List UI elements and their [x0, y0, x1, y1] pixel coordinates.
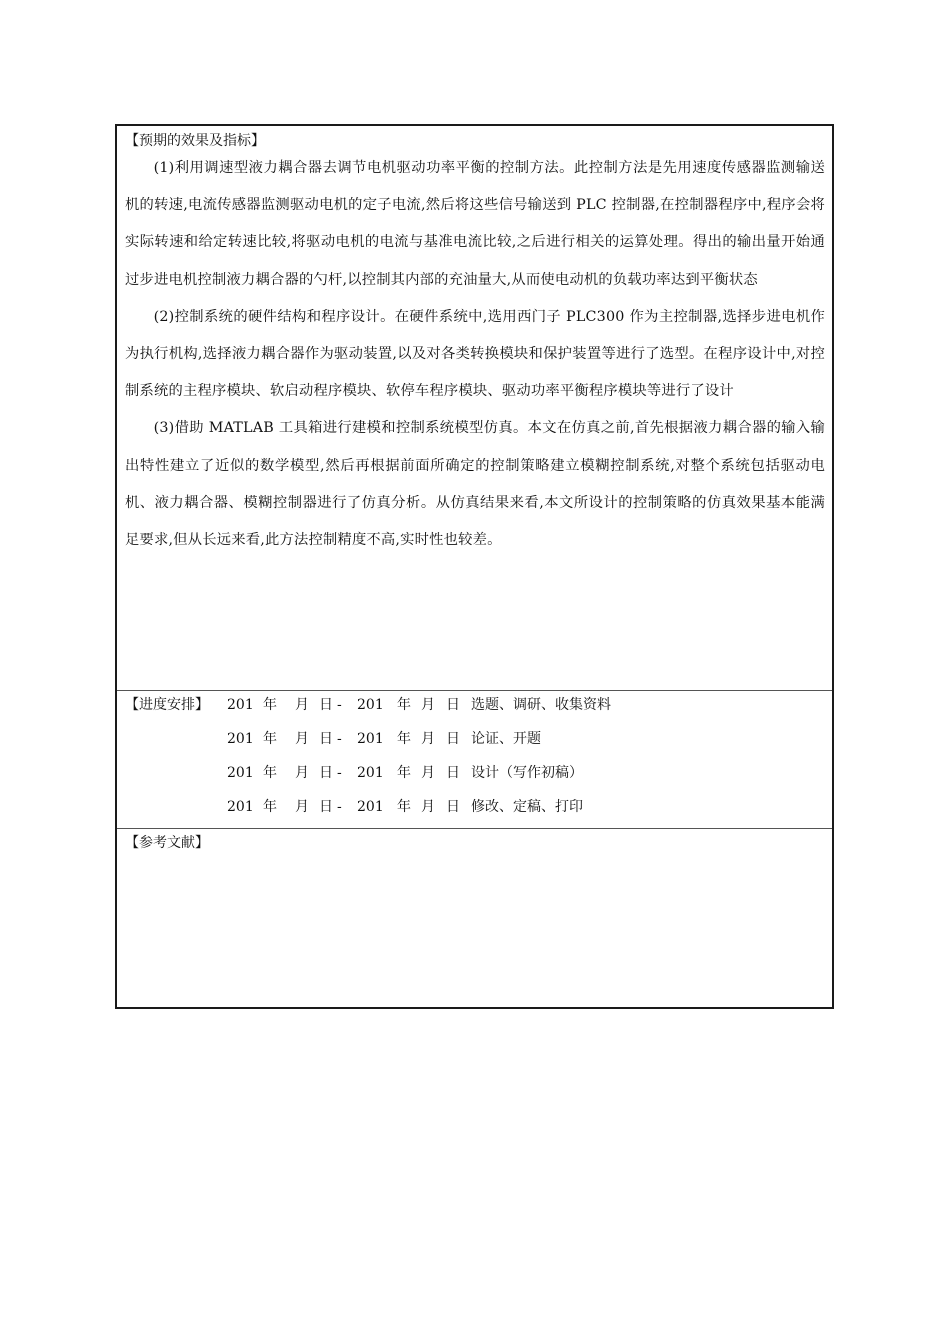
effects-paragraph-1: (1)利用调速型液力耦合器去调节电机驱动功率平衡的控制方法。此控制方法是先用速度传感器监测输送机的转速,电流传感器监测驱动电机的定子电流,然后将这些信号输送到 PLC 控制器,在控制器程序中,程序会将实际转速和给定转速比较,将驱动电机的电流与基准电流比较,之后进行相关的运算处理。得出的输出量开始通过步进电机控制液力耦合器的勺杆,以控制其内部的充油量大,从而使电动机的负载功率达到平衡状态	[125, 160, 825, 288]
schedule-row	[225, 730, 785, 750]
end-year-unit: 年	[397, 799, 411, 815]
start-year-unit: 年	[263, 765, 277, 781]
end-year-unit: 年	[397, 731, 411, 747]
start-month-unit: 月	[295, 697, 309, 713]
end-day-unit: 日	[446, 731, 460, 747]
start-day-unit: 日	[319, 799, 333, 815]
range-dash: -	[337, 697, 342, 713]
range-dash: -	[337, 799, 342, 815]
end-month-unit: 月	[421, 731, 435, 747]
range-dash: -	[337, 765, 342, 781]
start-year: 201	[227, 731, 254, 747]
start-day-unit: 日	[319, 765, 333, 781]
effects-paragraph-2: (2)控制系统的硬件结构和程序设计。在硬件系统中,选用西门子 PLC300 作为主控制器,选择步进电机作为执行机构,选择液力耦合器作为驱动装置,以及对各类转换模块和保护装置等进行了选型。在程序设计中,对控制系统的主程序模块、软启动程序模块、软停车程序模块、驱动功率平衡程序模块等进行了设计	[125, 308, 825, 400]
expected-effects-heading: 【预期的效果及指标】	[125, 133, 265, 149]
end-year: 201	[357, 799, 384, 815]
end-day-unit: 日	[446, 765, 460, 781]
schedule-task: 选题、调研、收集资料	[471, 697, 611, 713]
references-heading: 【参考文献】	[125, 835, 209, 851]
end-year: 201	[357, 697, 384, 713]
end-day-unit: 日	[446, 697, 460, 713]
start-day-unit: 日	[319, 697, 333, 713]
end-year: 201	[357, 731, 384, 747]
end-year-unit: 年	[397, 697, 411, 713]
start-year: 201	[227, 697, 254, 713]
expected-effects-section	[117, 126, 832, 690]
end-month-unit: 月	[421, 765, 435, 781]
schedule-heading: 【进度安排】	[125, 697, 209, 713]
start-month-unit: 月	[295, 799, 309, 815]
proposal-form-table	[115, 124, 834, 1009]
schedule-row	[225, 764, 785, 784]
start-month-unit: 月	[295, 765, 309, 781]
range-dash: -	[337, 731, 342, 747]
schedule-task: 设计（写作初稿）	[471, 765, 583, 781]
schedule-task: 论证、开题	[471, 731, 541, 747]
schedule-row	[225, 798, 785, 818]
start-year: 201	[227, 765, 254, 781]
references-section	[117, 828, 832, 1009]
schedule-task: 修改、定稿、打印	[471, 799, 583, 815]
start-month-unit: 月	[295, 731, 309, 747]
start-year-unit: 年	[263, 697, 277, 713]
end-month-unit: 月	[421, 697, 435, 713]
schedule-row	[225, 696, 785, 716]
end-month-unit: 月	[421, 799, 435, 815]
end-year-unit: 年	[397, 765, 411, 781]
effects-paragraph-3: (3)借助 MATLAB 工具箱进行建模和控制系统模型仿真。本文在仿真之前,首先根据液力耦合器的输入输出特性建立了近似的数学模型,然后再根据前面所确定的控制策略建立模糊控制系统,对整个系统包括驱动电机、液力耦合器、模糊控制器进行了仿真分析。从仿真结果来看,本文所设计的控制策略的仿真效果基本能满足要求,但从长远来看,此方法控制精度不高,实时性也较差。	[125, 420, 825, 549]
schedule-section	[117, 690, 832, 828]
end-year: 201	[357, 765, 384, 781]
end-day-unit: 日	[446, 799, 460, 815]
start-year-unit: 年	[263, 731, 277, 747]
start-year-unit: 年	[263, 799, 277, 815]
start-year: 201	[227, 799, 254, 815]
expected-effects-body	[125, 150, 825, 559]
start-day-unit: 日	[319, 731, 333, 747]
